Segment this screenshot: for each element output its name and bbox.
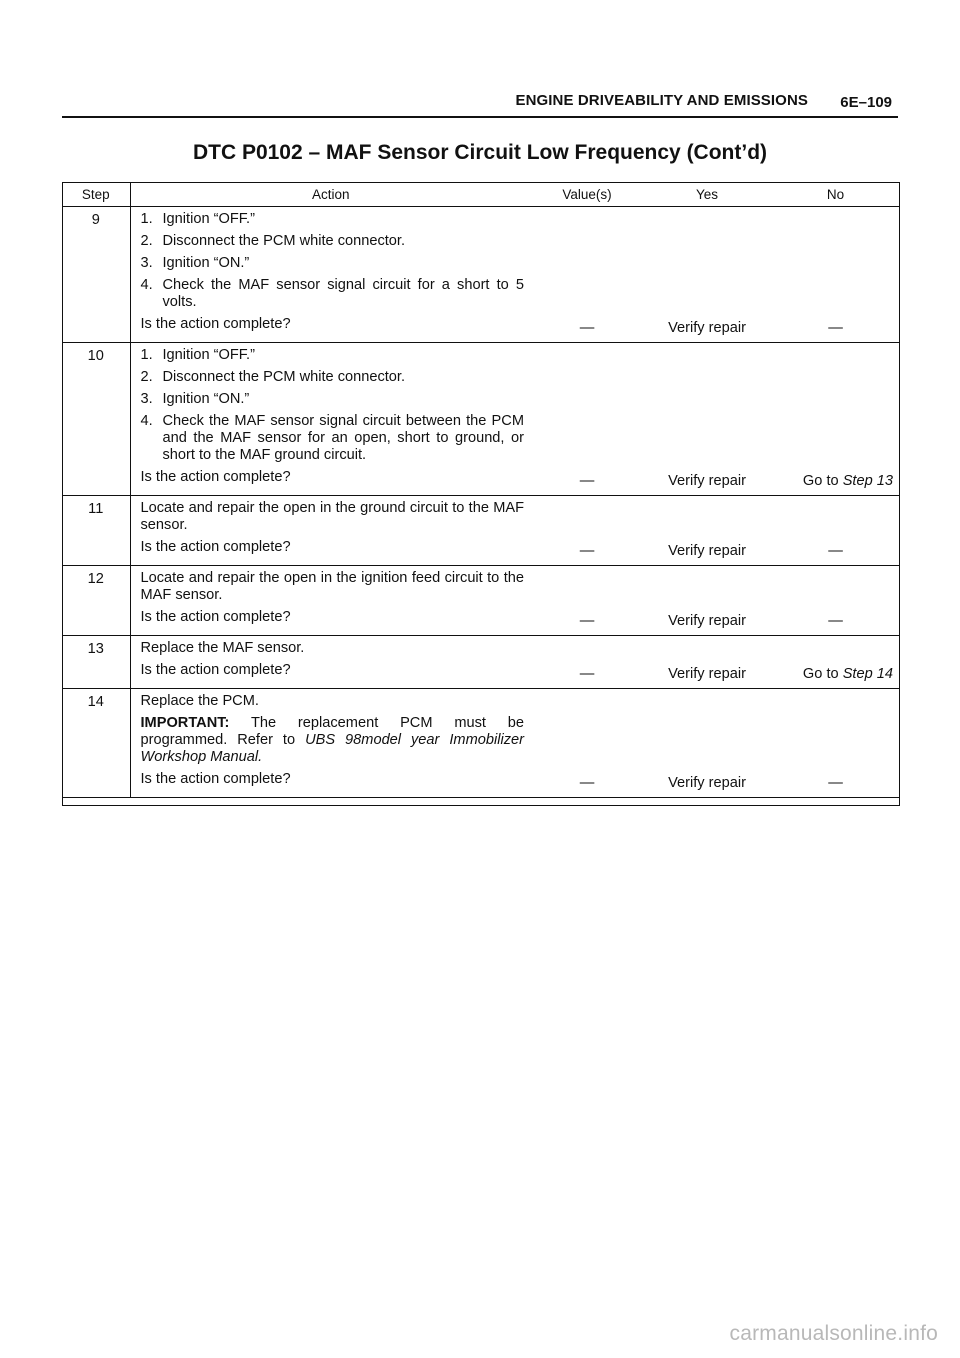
step-reference: Step 14 (842, 666, 893, 682)
no-cell: — (771, 207, 900, 343)
yes-cell: Verify repair (643, 496, 771, 566)
item-number: 1. (140, 211, 153, 227)
important-text: The replacement PCM must be programmed. Refer to (140, 715, 524, 748)
item-text: Ignition “ON.” (162, 391, 250, 407)
step-number: 14 (62, 689, 130, 798)
value-cell: — (531, 207, 643, 343)
action-text: Locate and repair the open in the ignition feed circuit to the MAF sensor. (140, 570, 524, 603)
item-text: Ignition “OFF.” (162, 347, 255, 363)
item-number: 3. (140, 255, 153, 271)
yes-cell: Verify repair (643, 343, 771, 496)
action-question: Is the action complete? (140, 609, 291, 625)
watermark: carmanualsonline.info (729, 1322, 938, 1345)
column-header-values: Value(s) (531, 182, 643, 207)
value-cell: — (531, 689, 643, 798)
important-note (141, 715, 525, 766)
page-number: 6E–109 (840, 94, 892, 111)
item-number: 1. (140, 347, 153, 363)
no-cell: — (771, 689, 900, 798)
action-text: Replace the PCM. (140, 693, 259, 709)
step-number: 13 (62, 636, 130, 689)
no-cell: — (771, 566, 900, 636)
action-question: Is the action complete? (140, 316, 291, 332)
action-question: Is the action complete? (140, 771, 291, 787)
list-item (141, 369, 525, 386)
item-text: Disconnect the PCM white connector. (162, 369, 406, 385)
action-cell (130, 566, 531, 636)
action-cell (130, 689, 531, 798)
step-number: 11 (62, 496, 130, 566)
item-text: Check the MAF sensor signal circuit between the PCM and the MAF sensor for an open, short to ground, or short to the MAF ground circuit. (162, 413, 524, 463)
value-cell: — (531, 636, 643, 689)
yes-cell: Verify repair (643, 207, 771, 343)
list-item (141, 255, 525, 272)
page-header (62, 88, 898, 118)
table-row (62, 566, 900, 636)
column-header-yes: Yes (643, 182, 771, 207)
value-cell: — (531, 566, 643, 636)
action-cell (130, 636, 531, 689)
item-number: 4. (140, 277, 153, 293)
no-cell (771, 343, 900, 496)
table-row (62, 496, 900, 566)
list-item (141, 277, 525, 311)
manual-reference: UBS 98model year Immobilizer Workshop Manual. (140, 732, 524, 765)
table-row (62, 207, 900, 343)
yes-cell: Verify repair (643, 689, 771, 798)
list-item (141, 347, 525, 364)
action-cell (130, 343, 531, 496)
action-cell (130, 207, 531, 343)
table-row (62, 689, 900, 798)
step-number: 9 (62, 207, 130, 343)
column-header-no: No (771, 182, 900, 207)
yes-cell: Verify repair (643, 636, 771, 689)
goto-prefix: Go to (802, 666, 839, 682)
document-title: DTC P0102 – MAF Sensor Circuit Low Frequency (Cont’d) (192, 141, 768, 164)
item-text: Check the MAF sensor signal circuit for a short to 5 volts. (162, 277, 524, 310)
important-label: IMPORTANT: (140, 715, 230, 731)
action-question: Is the action complete? (140, 662, 291, 678)
item-text: Ignition “ON.” (162, 255, 250, 271)
list-item (141, 211, 525, 228)
step-number: 12 (62, 566, 130, 636)
step-number: 10 (62, 343, 130, 496)
list-item (141, 391, 525, 408)
table-row (62, 343, 900, 496)
no-cell: — (771, 496, 900, 566)
action-cell (130, 496, 531, 566)
item-number: 4. (140, 413, 153, 429)
yes-cell: Verify repair (643, 566, 771, 636)
action-text: Locate and repair the open in the ground circuit to the MAF sensor. (140, 500, 524, 533)
column-header-step: Step (62, 182, 130, 207)
value-cell: — (531, 343, 643, 496)
no-cell (771, 636, 900, 689)
item-text: Ignition “OFF.” (162, 211, 255, 227)
table-row (62, 636, 900, 689)
section-title: ENGINE DRIVEABILITY AND EMISSIONS (515, 92, 808, 109)
action-question: Is the action complete? (140, 469, 291, 485)
item-number: 3. (140, 391, 153, 407)
goto-prefix: Go to (802, 473, 839, 489)
action-text: Replace the MAF sensor. (140, 640, 305, 656)
item-text: Disconnect the PCM white connector. (162, 233, 406, 249)
item-number: 2. (140, 233, 153, 249)
step-reference: Step 13 (842, 473, 893, 489)
column-header-action: Action (130, 182, 531, 207)
list-item (141, 413, 525, 464)
value-cell: — (531, 496, 643, 566)
list-item (141, 233, 525, 250)
item-number: 2. (140, 369, 153, 385)
action-question: Is the action complete? (140, 539, 291, 555)
diagnostic-table (62, 182, 900, 798)
table-header-row (62, 182, 900, 207)
